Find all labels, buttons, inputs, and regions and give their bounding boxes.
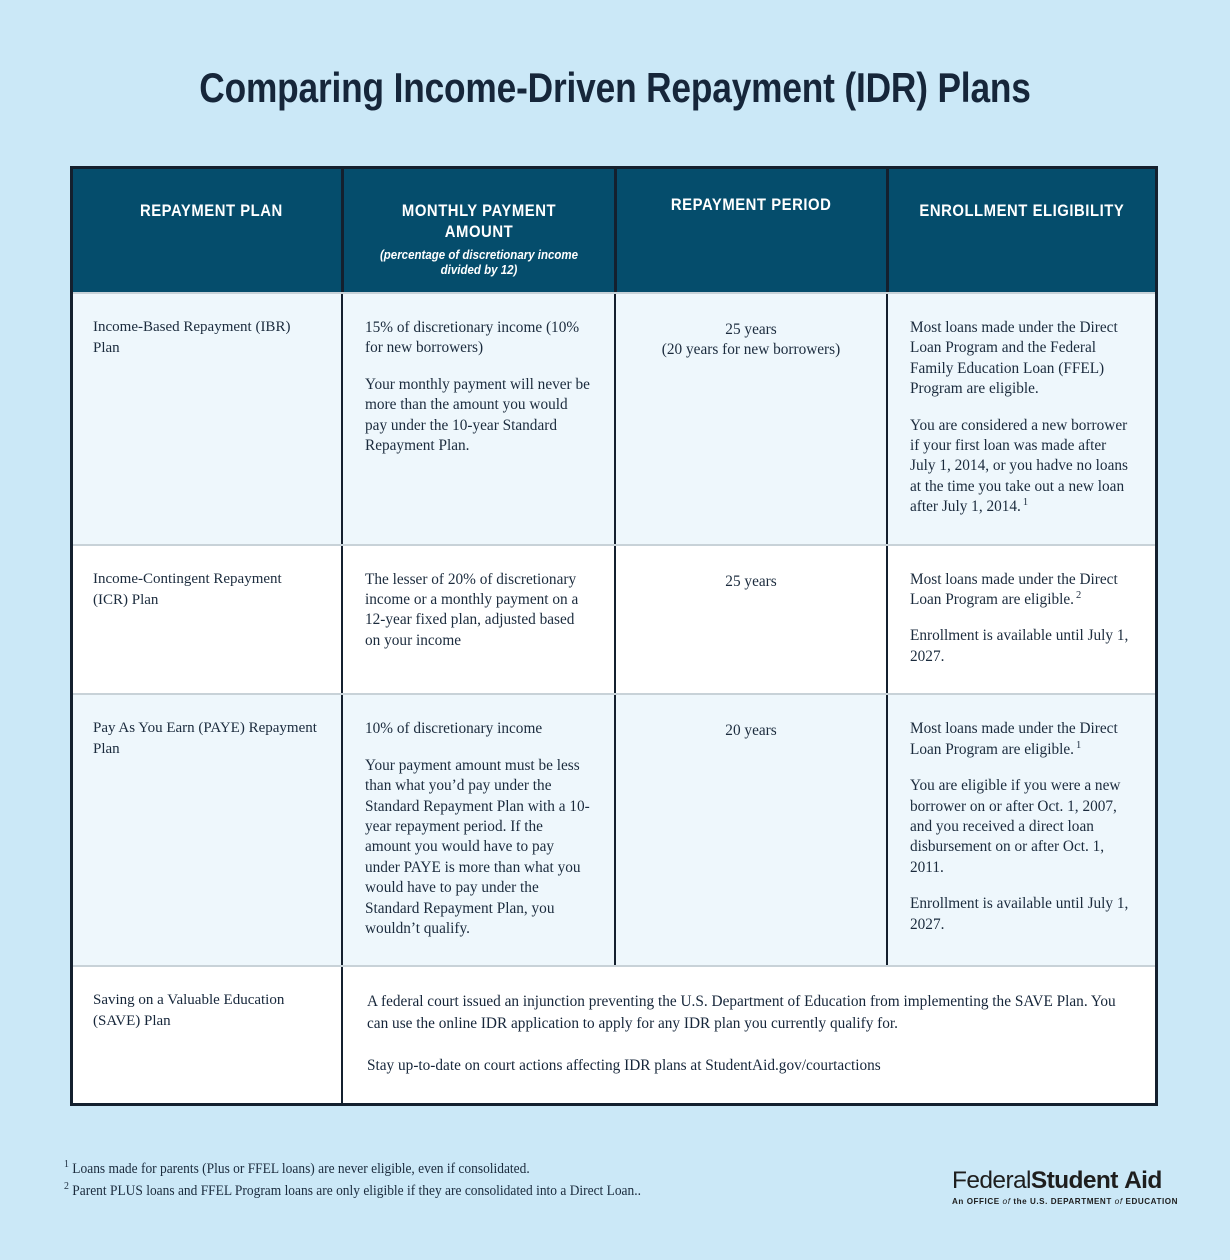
paragraph: The lesser of 20% of discretionary income or a monthly payment on a 12-year fixed plan, adjusted based on your income bbox=[365, 570, 579, 649]
page-title: Comparing Income-Driven Repayment (IDR) Plans bbox=[199, 64, 1031, 111]
footnote-marker: 1 bbox=[1022, 497, 1029, 509]
footnote-text: Loans made for parents (Plus or FFEL loans) are never eligible, even if consolidated. bbox=[72, 1161, 530, 1177]
column-header-label: REPAYMENT PLAN bbox=[139, 202, 283, 220]
footnote-marker: 2 bbox=[1075, 589, 1082, 601]
logo-tagline bbox=[952, 1196, 1179, 1206]
tagline-part-a: An OFFICE bbox=[952, 1197, 1000, 1206]
column-header-label: ENROLLMENT ELIGIBILITY bbox=[919, 202, 1125, 220]
idr-comparison-table bbox=[70, 166, 1158, 1106]
cell-monthly-payment bbox=[341, 695, 614, 965]
paragraph: Stay up-to-date on court actions affecting IDR plans at StudentAid.gov/courtactions bbox=[367, 1057, 881, 1075]
cell-enrollment-eligibility bbox=[886, 294, 1155, 544]
cell-repayment-period bbox=[614, 695, 886, 965]
paragraph bbox=[910, 416, 1133, 518]
table-header-row bbox=[73, 169, 1155, 292]
logo-word-aid: Aid bbox=[1124, 1167, 1162, 1194]
table-row bbox=[73, 292, 1155, 544]
column-header-monthly-payment-amount bbox=[341, 169, 614, 292]
column-header-label: MONTHLY PAYMENT AMOUNT bbox=[401, 202, 557, 241]
tagline-of-1: of bbox=[1002, 1196, 1011, 1206]
footnote-text: Parent PLUS loans and FFEL Program loans are only eligible if they are consolidated into a Direct Loan.. bbox=[72, 1183, 641, 1199]
period-primary: 25 years bbox=[725, 321, 777, 338]
cell-plan-name: Pay As You Earn (PAYE) Repayment Plan bbox=[93, 720, 317, 758]
footnote-item bbox=[64, 1180, 872, 1202]
paragraph: Your payment amount must be less than what you’d pay under the Standard Repayment Plan with a 10-year repayment period. If the amount you would have to pay under PAYE is more than what you would have to pay under the Standard Repayment Plan, you wouldn’t qualify. bbox=[365, 756, 590, 937]
cell-monthly-payment bbox=[341, 546, 614, 694]
cell-save-notice bbox=[341, 967, 1155, 1103]
footnotes bbox=[64, 1158, 872, 1202]
paragraph-text: You are considered a new borrower if your first loan was made after July 1, 2014, or you hadve no loans at the time you take out a new loan after July 1, 2014. bbox=[910, 416, 1128, 516]
logo-word-student: Student bbox=[1030, 1167, 1118, 1194]
cell-plan-name: Income-Contingent Repayment (ICR) Plan bbox=[93, 570, 282, 608]
cell-enrollment-eligibility bbox=[886, 695, 1155, 965]
logo-word-federal: Federal bbox=[952, 1167, 1031, 1194]
paragraph: A federal court issued an injunction preventing the U.S. Department of Education from implementing the SAVE Plan. You can use the online IDR application to apply for any IDR plan you currently qualify for. bbox=[367, 993, 1116, 1033]
column-header-sublabel: (percentage of discretionary income divided by 12) bbox=[379, 248, 579, 277]
footnote-marker: 2 bbox=[64, 1181, 69, 1193]
tagline-part-c: EDUCATION bbox=[1125, 1197, 1179, 1206]
period-primary: 25 years bbox=[725, 572, 777, 590]
tagline-part-b: the U.S. DEPARTMENT bbox=[1013, 1197, 1112, 1206]
table-row bbox=[73, 693, 1155, 965]
logo-wordmark bbox=[952, 1167, 1162, 1194]
period-primary: 20 years bbox=[725, 722, 777, 740]
paragraph-text: Most loans made under the Direct Loan Program are eligible. bbox=[910, 570, 1118, 609]
paragraph-text: Most loans made under the Direct Loan Program are eligible. bbox=[910, 720, 1118, 758]
cell-repayment-period bbox=[614, 546, 886, 694]
paragraph: Enrollment is available until July 1, 2027. bbox=[910, 895, 1129, 933]
column-header-enrollment-eligibility bbox=[886, 169, 1155, 292]
cell-plan-name: Income-Based Repayment (IBR) Plan bbox=[93, 319, 291, 356]
paragraph: 10% of discretionary income bbox=[365, 720, 543, 738]
paragraph: Your monthly payment will never be more than the amount you would pay under the 10-year Standard Repayment Plan. bbox=[365, 375, 590, 455]
column-header-repayment-plan bbox=[73, 169, 341, 292]
cell-repayment-period bbox=[614, 294, 886, 544]
tagline-of-2: of bbox=[1114, 1196, 1123, 1206]
federal-student-aid-logo bbox=[952, 1167, 1179, 1206]
column-header-repayment-period bbox=[614, 169, 886, 292]
footnote-marker: 1 bbox=[64, 1159, 69, 1171]
cell-plan-name: Saving on a Valuable Education (SAVE) Plan bbox=[93, 992, 285, 1030]
cell-monthly-payment bbox=[341, 294, 614, 544]
paragraph: Enrollment is available until July 1, 2027. bbox=[910, 627, 1129, 665]
footnote-marker: 1 bbox=[1075, 739, 1082, 751]
cell-enrollment-eligibility bbox=[886, 546, 1155, 694]
period-secondary: (20 years for new borrowers) bbox=[661, 341, 841, 359]
paragraph bbox=[910, 570, 1133, 611]
paragraph: Most loans made under the Direct Loan Program and the Federal Family Education Loan (FFEL) Program are eligible. bbox=[910, 319, 1118, 398]
paragraph bbox=[910, 719, 1133, 760]
paragraph: You are eligible if you were a new borrower on or after Oct. 1, 2007, and you received a direct loan disbursement on or after Oct. 1, 2011. bbox=[910, 777, 1121, 876]
footnote-item bbox=[64, 1158, 872, 1180]
table-row bbox=[73, 544, 1155, 694]
column-header-label: REPAYMENT PERIOD bbox=[671, 196, 832, 214]
table-row-save bbox=[73, 965, 1155, 1103]
paragraph: 15% of discretionary income (10% for new borrowers) bbox=[365, 319, 580, 357]
